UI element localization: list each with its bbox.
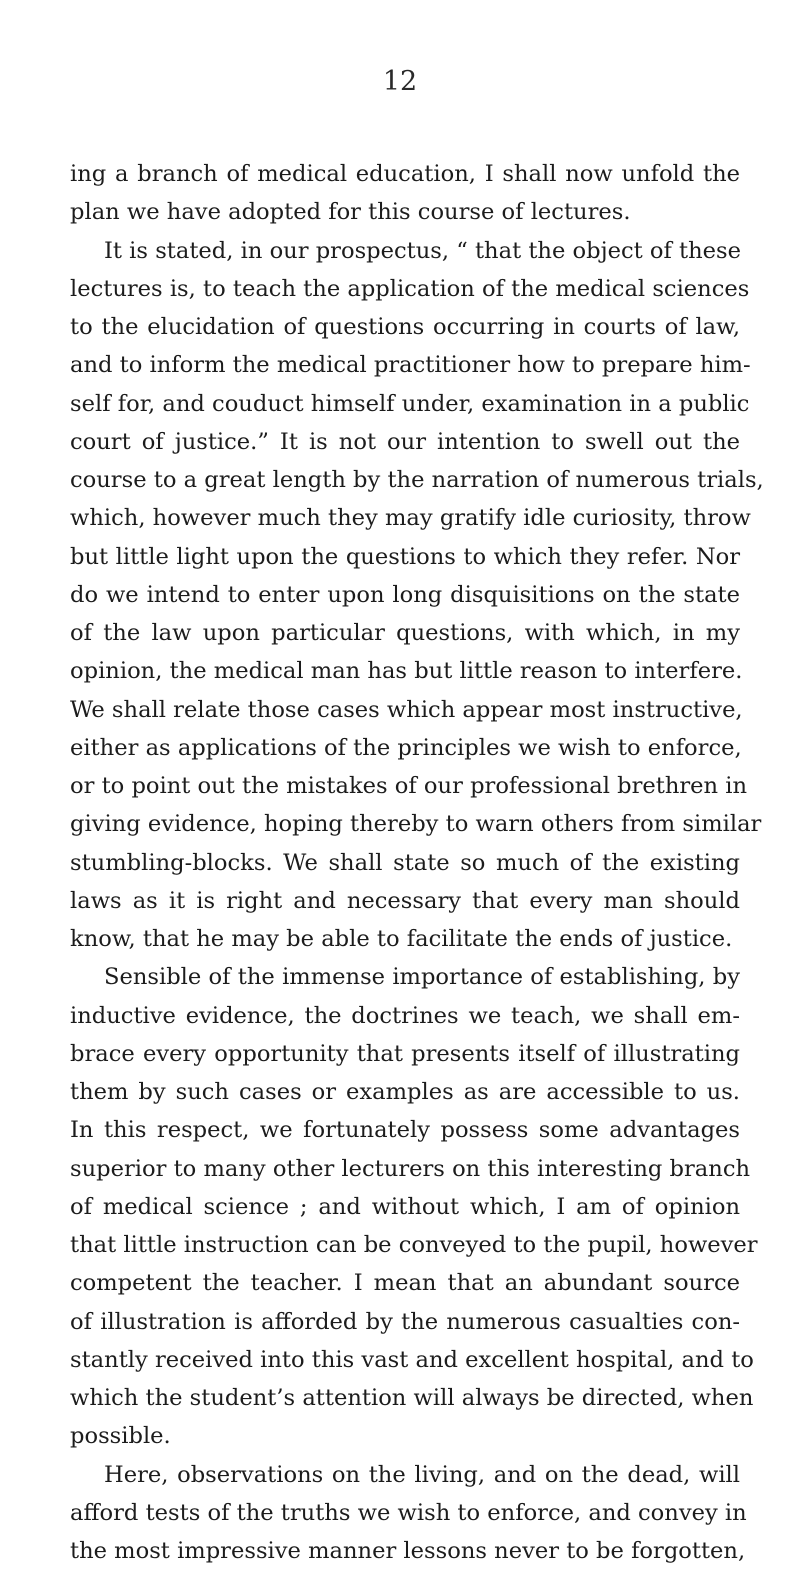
text-line: but little light upon the questions to which they refer. Nor [70,543,740,570]
text-line: or to point out the mistakes of our professional brethren in [70,773,748,799]
body-text [70,155,764,1570]
text-line: We shall relate those cases which appear most instructive, [70,696,743,723]
text-line: and to inform the medical practitioner how to prepare him- [70,352,751,379]
text-line: lectures is, to teach the application of the medical sciences [70,275,750,302]
text-line: inductive evidence, the doctrines we teach, we shall em- [70,1002,740,1029]
text-line: do we intend to enter upon long disquisitions on the state [70,581,740,608]
page-number: 12 [382,66,418,97]
text-line: of the law upon particular questions, with which, in my [70,620,740,646]
text-line: stumbling-blocks. We shall state so much of the existing [70,849,740,876]
text-line: Sensible of the immense importance of establishing, by [104,964,740,991]
text-line: brace every opportunity that presents itself of illustrating [70,1040,740,1067]
text-line: court of justice.” It is not our intention to swell out the [70,428,740,455]
text-line: to the elucidation of questions occurring in courts of law, [70,314,740,340]
text-line: course to a great length by the narration of numerous trials, [70,467,764,493]
text-line: the most impressive manner lessons never to be forgotten, [70,1538,746,1564]
text-line: possible. [70,1423,171,1450]
text-line: know, that he may be able to facilitate the ends of justice. [70,926,733,952]
text-line: self for, and couduct himself under, examination in a public [70,390,750,417]
text-line: either as applications of the principles we wish to enforce, [70,734,742,761]
text-line: opinion, the medical man has but little reason to interfere. [70,658,743,685]
text-line: giving evidence, hoping thereby to warn others from similar [70,811,762,838]
text-line: ing a branch of medical education, I shall now unfold the [70,161,740,187]
text-line: that little instruction can be conveyed to the pupil, however [70,1232,758,1258]
text-line: plan we have adopted for this course of lectures. [70,199,631,226]
text-line: competent the teacher. I mean that an abundant source [70,1270,740,1297]
text-line: of illustration is afforded by the numerous casualties con- [70,1308,740,1335]
text-line: afford tests of the truths we wish to enforce, and convey in [70,1499,747,1526]
text-line: In this respect, we fortunately possess some advantages [70,1117,740,1144]
text-line: It is stated, in our prospectus, “ that the object of these [104,237,741,264]
text-line: them by such cases or examples as are accessible to us. [70,1079,740,1105]
text-line: superior to many other lecturers on this interesting branch [70,1155,751,1182]
text-line: laws as it is right and necessary that every man should [70,887,740,914]
text-line: which, however much they may gratify idle curiosity, throw [70,505,751,532]
text-line: Here, observations on the living, and on the dead, will [104,1461,740,1488]
text-line: of medical science ; and without which, I am of opinion [70,1193,740,1220]
text-line: stantly received into this vast and excellent hospital, and to [70,1346,754,1373]
text-line: which the student’s attention will always be directed, when [70,1385,754,1411]
